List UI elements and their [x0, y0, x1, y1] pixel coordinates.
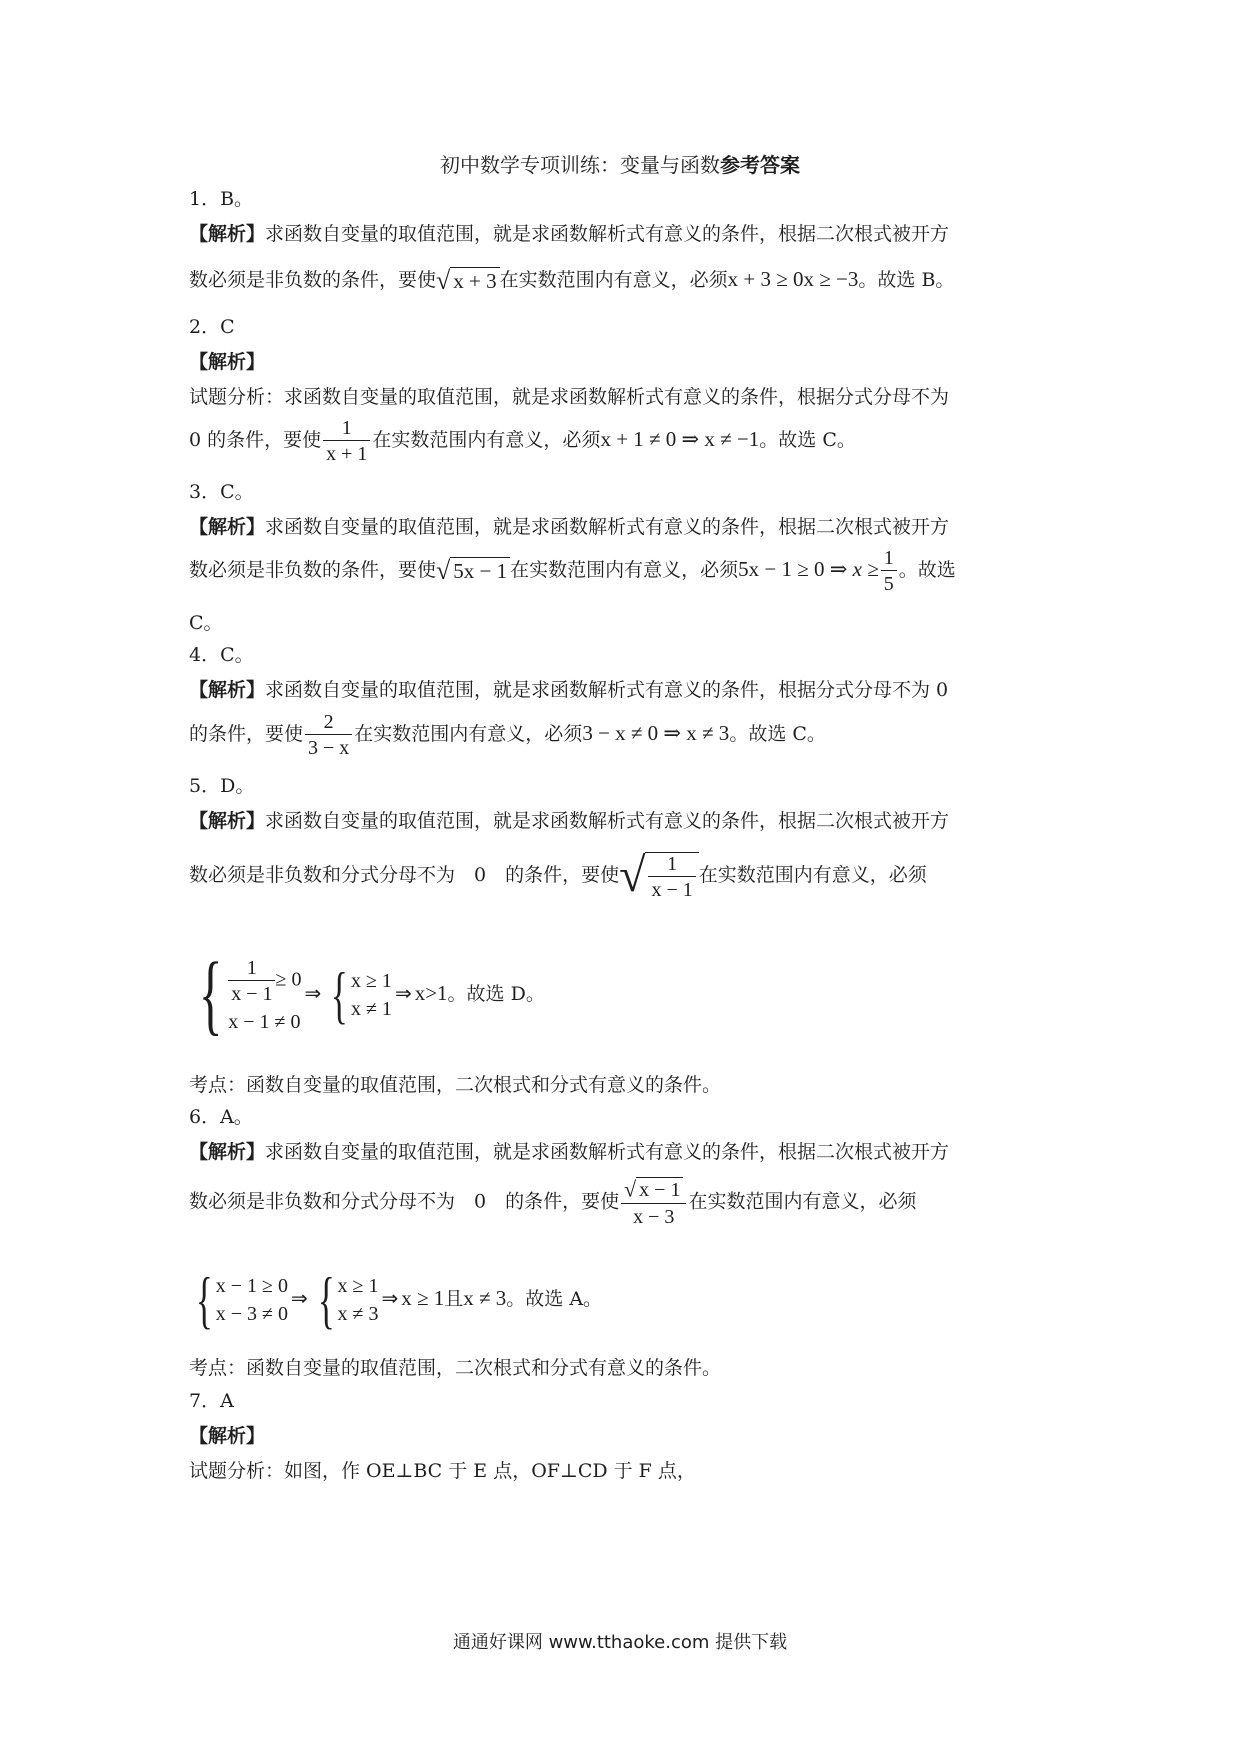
q7-number: 7．A	[189, 1390, 234, 1412]
q3-condition: 5x − 1 ≥ 0 ⇒	[738, 557, 853, 581]
q4-condition: 3 − x ≠ 0 ⇒ x ≠ 3	[582, 721, 730, 745]
q5-analysis-line1: 【解析】求函数自变量的取值范围，就是求函数解析式有意义的条件，根据二次根式被开方	[189, 810, 950, 832]
title-bold: 参考答案	[720, 153, 800, 177]
q1-condition: x + 3 ≥ 0x ≥ −3	[727, 267, 859, 291]
q7-analysis-line1: 试题分析：如图，作 OE⊥BC 于 E 点，OF⊥CD 于 F 点，	[189, 1460, 696, 1482]
q1-analysis-line1: 【解析】求函数自变量的取值范围，就是求函数解析式有意义的条件，根据二次根式被开方	[189, 223, 950, 245]
q7-analysis-tag: 【解析】	[189, 1425, 266, 1447]
q3-analysis-line1: 【解析】求函数自变量的取值范围，就是求函数解析式有意义的条件，根据二次根式被开方	[189, 516, 950, 538]
q3-analysis-line3: C。	[189, 612, 223, 634]
q4-number: 4．C。	[189, 644, 254, 666]
q6-analysis-line2: 数必须是非负数和分式分母不为 0 的条件，要使 $\frac{√ x - 1}{x - 3}$ 在实数范围内有意义，必须	[189, 1176, 917, 1228]
footer-source: 通通好课网 www.tthaoke.com 提供下载	[452, 1632, 788, 1653]
q4-analysis-line1: 【解析】求函数自变量的取值范围，就是求函数解析式有意义的条件，根据分式分母不为 0	[189, 679, 949, 701]
q6-knowledge-point: 考点：函数自变量的取值范围，二次根式和分式有意义的条件。	[189, 1357, 722, 1379]
q5-analysis-line2: 数必须是非负数和分式分母不为 0 的条件，要使√ $\frac{1}{x - 1}$ 在实数范围内有意义，必须	[189, 849, 927, 902]
q6-number: 6．A。	[189, 1106, 253, 1128]
implies-arrow: ⇒	[304, 981, 322, 1005]
q5-system-left: { $\frac{1}{x - 1}$ ≥ 0 x − 1 ≠ 0	[198, 945, 302, 1044]
q5-system-right: { x ≥ 1 x ≠ 1	[331, 959, 392, 1030]
q2-number: 2．C	[189, 316, 235, 338]
q5-result: x>1	[414, 981, 448, 1005]
q2-condition: x + 1 ≠ 0 ⇒ x ≠ −1	[600, 427, 760, 451]
q5-knowledge-point: 考点：函数自变量的取值范围，二次根式和分式有意义的条件。	[189, 1074, 722, 1096]
q3-sqrt: √ 5x − 1	[436, 558, 510, 584]
q3-analysis-line2: 数必须是非负数的条件，要使√ 5x − 1 在实数范围内有意义，必须5x − 1 ≥ 0 ⇒ x ≥ $\frac{1}{5}$ 。故选	[189, 547, 956, 595]
q6-analysis-line1: 【解析】求函数自变量的取值范围，就是求函数解析式有意义的条件，根据二次根式被开方	[189, 1141, 950, 1163]
q6-result: x ≥ 1	[401, 1286, 445, 1310]
q2-analysis-line1: 试题分析：求函数自变量的取值范围，就是求函数解析式有意义的条件，根据分式分母不为	[189, 386, 950, 408]
q6-system-right: { x ≥ 1 x ≠ 3	[317, 1264, 379, 1335]
q6-fraction: $\frac{√ x - 1}{x - 3}$	[621, 1178, 686, 1227]
q2-fraction: $\frac{1}{x + 1}$	[323, 418, 370, 464]
title-main: 初中数学专项训练：变量与函数	[440, 153, 720, 177]
page-title	[0, 155, 1240, 175]
q3-number: 3．C。	[189, 481, 254, 503]
q3-fraction: $\frac{1}{5}$	[881, 548, 897, 594]
q1-sqrt: √ x + 3	[436, 268, 500, 294]
q2-analysis-line2: 0 的条件，要使 $\frac{1}{x + 1}$ 在实数范围内有意义，必须x + 1 ≠ 0 ⇒ x ≠ −1。故选 C。	[189, 417, 856, 465]
q6-system-left: { x − 1 ≥ 0 x − 3 ≠ 0	[195, 1264, 288, 1335]
analysis-tag: 【解析】	[189, 223, 266, 245]
q5-sqrt-fraction: √ $\frac{1}{x - 1}$	[619, 852, 699, 900]
q4-analysis-line2: 的条件，要使 $\frac{2}{3 - x}$ 在实数范围内有意义，必须3 − x ≠ 0 ⇒ x ≠ 3。故选 C。	[189, 711, 826, 759]
q5-system: { $\frac{1}{x - 1}$ ≥ 0 x − 1 ≠ 0 ⇒ { x ≥ 1 x ≠ 1 ⇒ x>1。故选 D。	[189, 950, 545, 1040]
q6-system: { x − 1 ≥ 0 x − 3 ≠ 0 ⇒ { x ≥ 1 x ≠ 3 ⇒ x ≥ 1且x ≠ 3。故选 A。	[189, 1268, 602, 1332]
q4-fraction: $\frac{2}{3 - x}$	[305, 712, 352, 758]
q1-number: 1．B。	[189, 188, 254, 210]
q2-analysis-tag: 【解析】	[189, 351, 266, 373]
q5-number: 5．D。	[189, 775, 255, 797]
q1-analysis-line2: 数必须是非负数的条件，要使√ x + 3 在实数范围内有意义，必须x + 3 ≥ 0x ≥ −3。故选 B。	[189, 266, 955, 295]
